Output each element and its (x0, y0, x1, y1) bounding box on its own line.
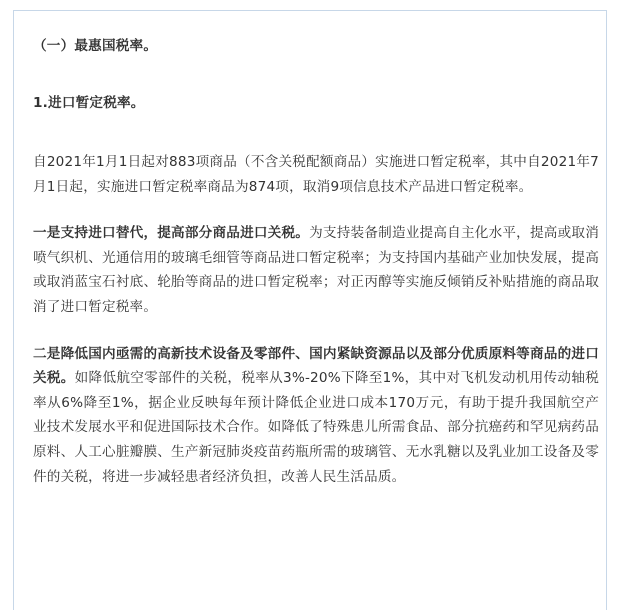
article-content (33, 36, 599, 489)
paragraph-3 (33, 342, 599, 490)
paragraph-2-body: 为支持装备制造业提高自主化水平，提高或取消喷气织机、光通信用的玻璃毛细管等商品进口暂定税率；为支持国内基础产业加快发展，提高或取消蓝宝石衬底、轮胎等商品的进口暂定税率；对正丙醇等实施反倾销反补贴措施的商品取消了进口暂定税率。 (33, 225, 600, 315)
sub-heading: 1.进口暂定税率。 (33, 95, 145, 111)
paragraph-3-body: 如降低航空零部件的关税，税率从3%-20%下降至1%，其中对飞机发动机用传动轴税率从6%降至1%，据企业反映每年预计降低企业进口成本170万元，有助于提升我国航空产业技术发展水平和促进国际技术合作。如降低了特殊患儿所需食品、部分抗癌药和罕见病药品原料、人工心脏瓣膜、生产新冠肺炎疫苗药瓶所需的玻璃管、无水乳糖以及乳业加工设备及零件的关税，将进一步减轻患者经济负担，改善人民生活品质。 (33, 370, 599, 485)
paragraph-2 (33, 221, 599, 319)
paragraph-2-lead: 一是支持进口替代，提高部分商品进口关税。 (33, 225, 310, 242)
paragraph-1: 自2021年1月1日起对883项商品（不含关税配额商品）实施进口暂定税率，其中自2021年7月1日起，实施进口暂定税率商品为874项，取消9项信息技术产品进口暂定税率。 (33, 154, 599, 195)
section-heading: （一）最惠国税率。 (33, 38, 158, 54)
paragraph-3-lead: 二是降低国内亟需的高新技术设备及零部件、国内紧缺资源品以及部分优质原料等商品的进口关税。 (33, 345, 599, 387)
